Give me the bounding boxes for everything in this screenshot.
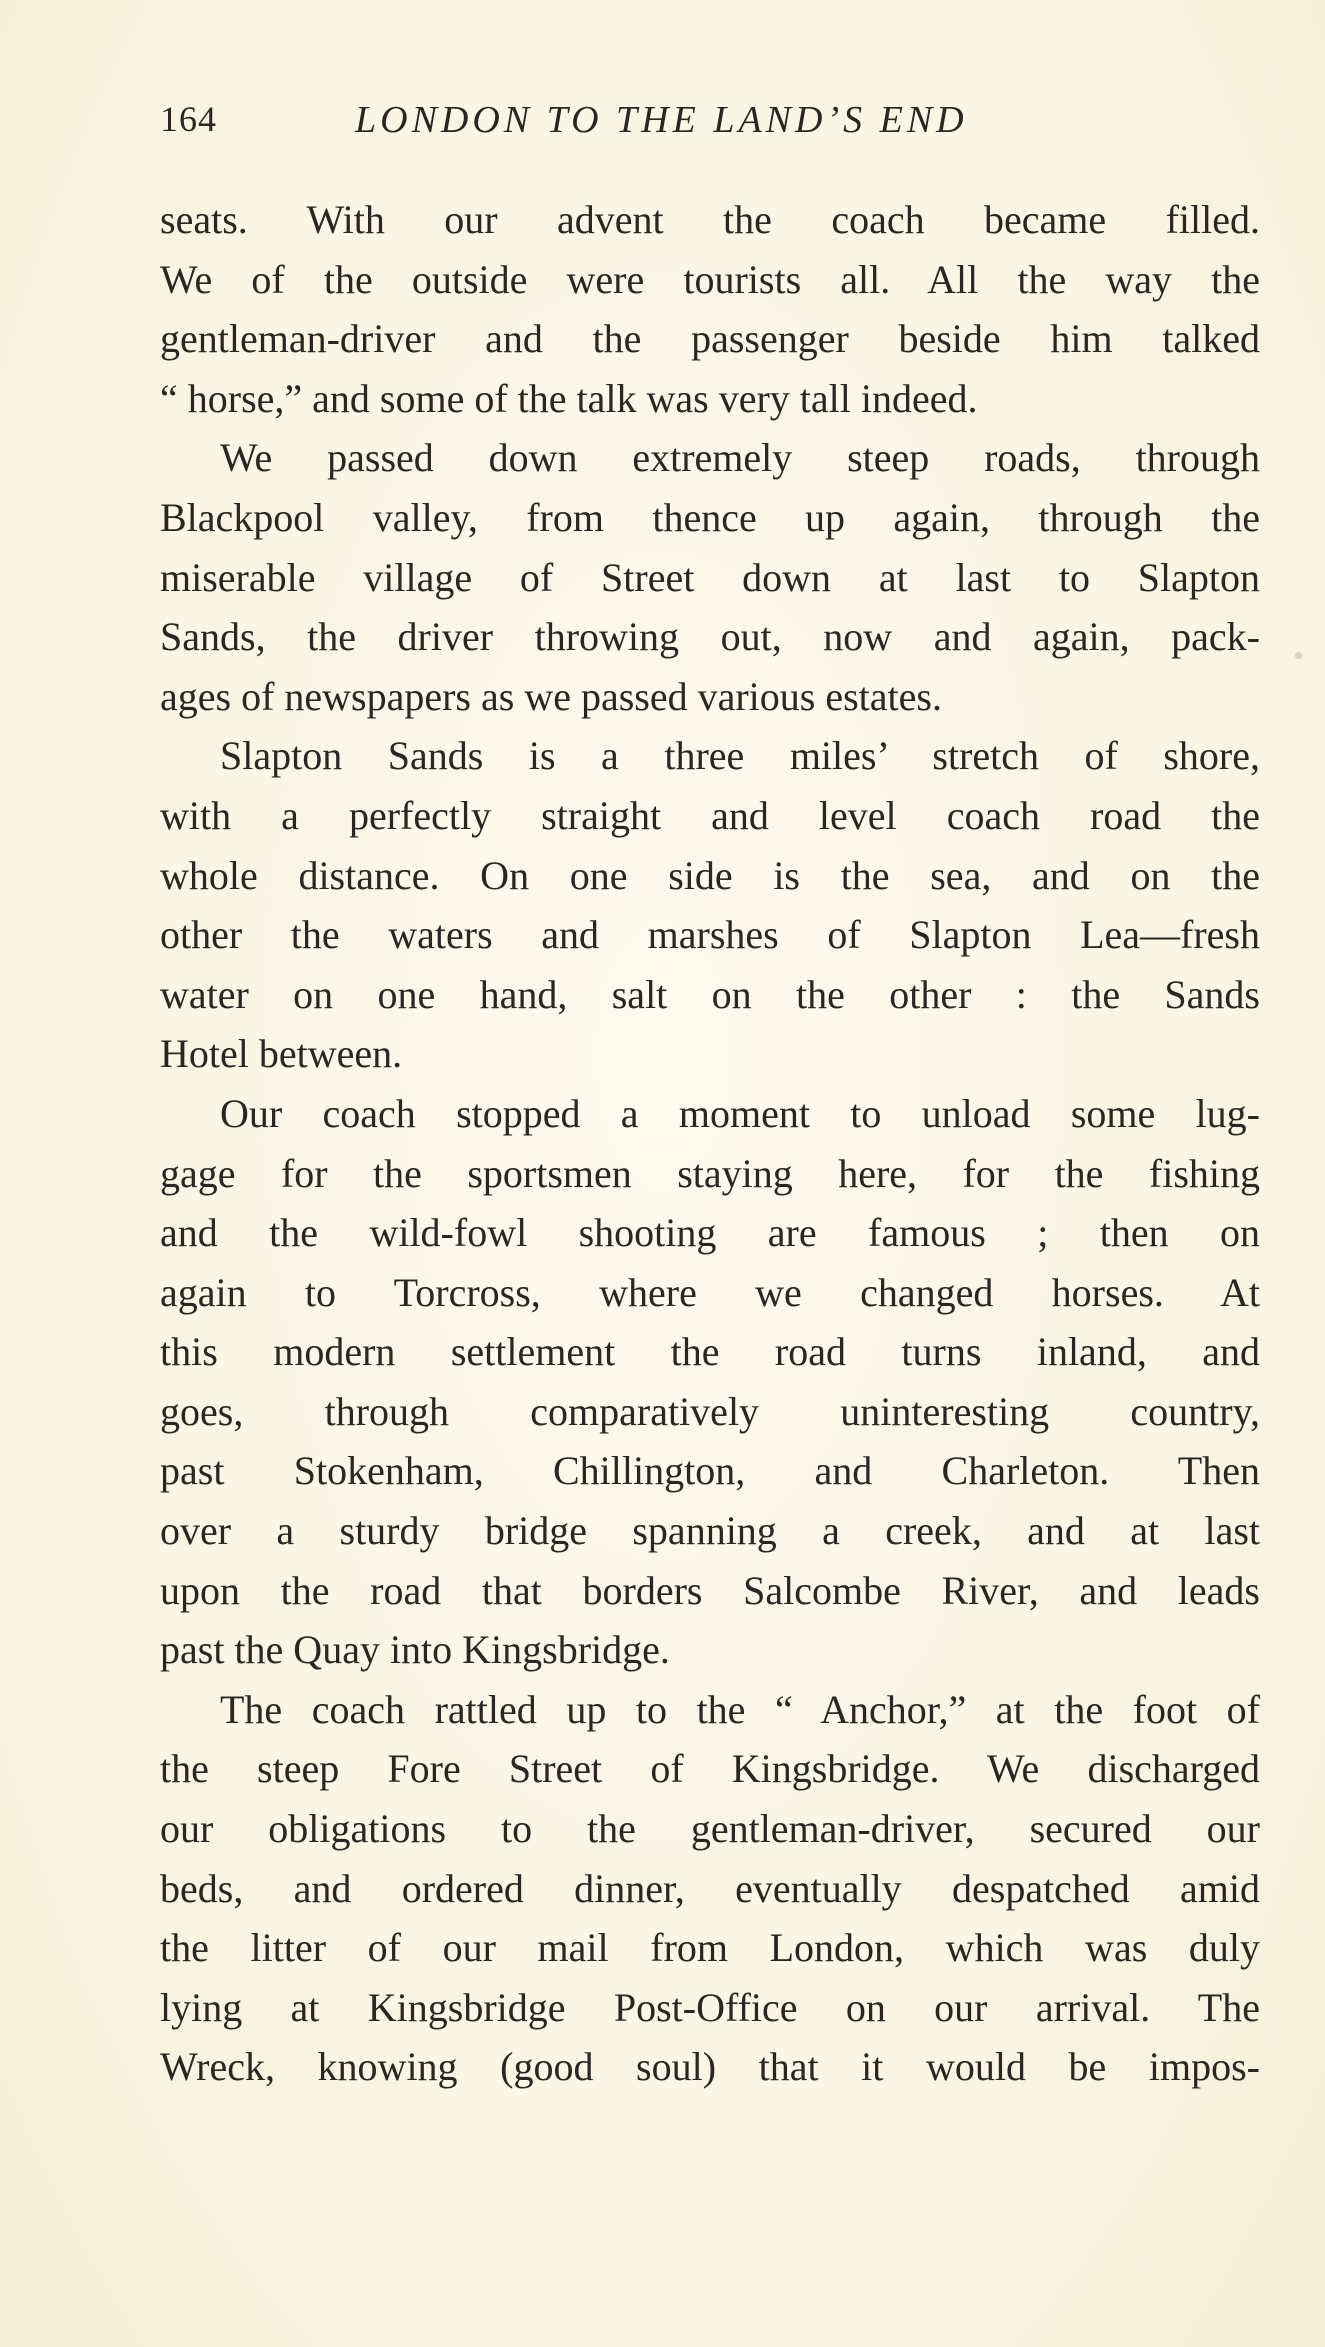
text-line: Blackpool valley, from thence up again, through the	[160, 494, 1260, 540]
text-line: past Stokenham, Chillington, and Charleton. Then	[160, 1448, 1260, 1494]
text-line: gentleman-driver and the passenger beside him talked	[160, 316, 1260, 362]
text-line: Sands, the driver throwing out, now and again, pack-	[160, 614, 1260, 660]
text-line: with a perfectly straight and level coach road the	[160, 792, 1260, 838]
running-title: LONDON TO THE LAND’S END	[355, 99, 968, 141]
text-line: miserable village of Street down at last to Slapton	[160, 554, 1260, 600]
text-line: our obligations to the gentleman-driver, secured our	[160, 1806, 1260, 1852]
text-line: the litter of our mail from London, which was duly	[160, 1925, 1260, 1971]
text-line: Hotel between.	[160, 1031, 403, 1077]
text-line: beds, and ordered dinner, eventually despatched amid	[160, 1865, 1260, 1911]
text-line: Wreck, knowing (good soul) that it would be impos-	[160, 2044, 1260, 2090]
text-line: the steep Fore Street of Kingsbridge. We discharged	[160, 1746, 1260, 1792]
paragraph-first-line: Our coach stopped a moment to unload some lug-	[220, 1090, 1260, 1136]
text-line: again to Torcross, where we changed horses. At	[160, 1269, 1260, 1315]
text-line: gage for the sportsmen staying here, for the fishing	[160, 1150, 1260, 1196]
paragraph-first-line: The coach rattled up to the “ Anchor,” at the foot of	[220, 1686, 1260, 1732]
paragraph-first-line: We passed down extremely steep roads, through	[220, 435, 1260, 481]
paper-speck	[1295, 652, 1302, 659]
text-line: this modern settlement the road turns inland, and	[160, 1329, 1260, 1375]
text-line: whole distance. On one side is the sea, and on the	[160, 852, 1260, 898]
text-line: We of the outside were tourists all. All the way the	[160, 256, 1260, 302]
text-line: seats. With our advent the coach became filled.	[160, 197, 1260, 242]
text-line: upon the road that borders Salcombe River, and leads	[160, 1567, 1260, 1613]
body-text	[160, 190, 1260, 2097]
paragraph-first-line: Slapton Sands is a three miles’ stretch of shore,	[220, 733, 1260, 779]
text-line: past the Quay into Kingsbridge.	[160, 1627, 670, 1673]
text-line: goes, through comparatively uninteresting country,	[160, 1388, 1260, 1434]
text-line: lying at Kingsbridge Post-Office on our arrival. The	[160, 1984, 1260, 2030]
text-line: ages of newspapers as we passed various estates.	[160, 673, 942, 719]
page-number: 164	[160, 99, 217, 139]
text-line: over a sturdy bridge spanning a creek, and at last	[160, 1508, 1260, 1554]
running-head	[160, 98, 1260, 154]
text-line: other the waters and marshes of Slapton Lea—fresh	[160, 912, 1260, 958]
text-line: water on one hand, salt on the other : the Sands	[160, 971, 1260, 1017]
text-line: “ horse,” and some of the talk was very tall indeed.	[160, 375, 978, 421]
text-line: and the wild-fowl shooting are famous ; then on	[160, 1210, 1260, 1256]
